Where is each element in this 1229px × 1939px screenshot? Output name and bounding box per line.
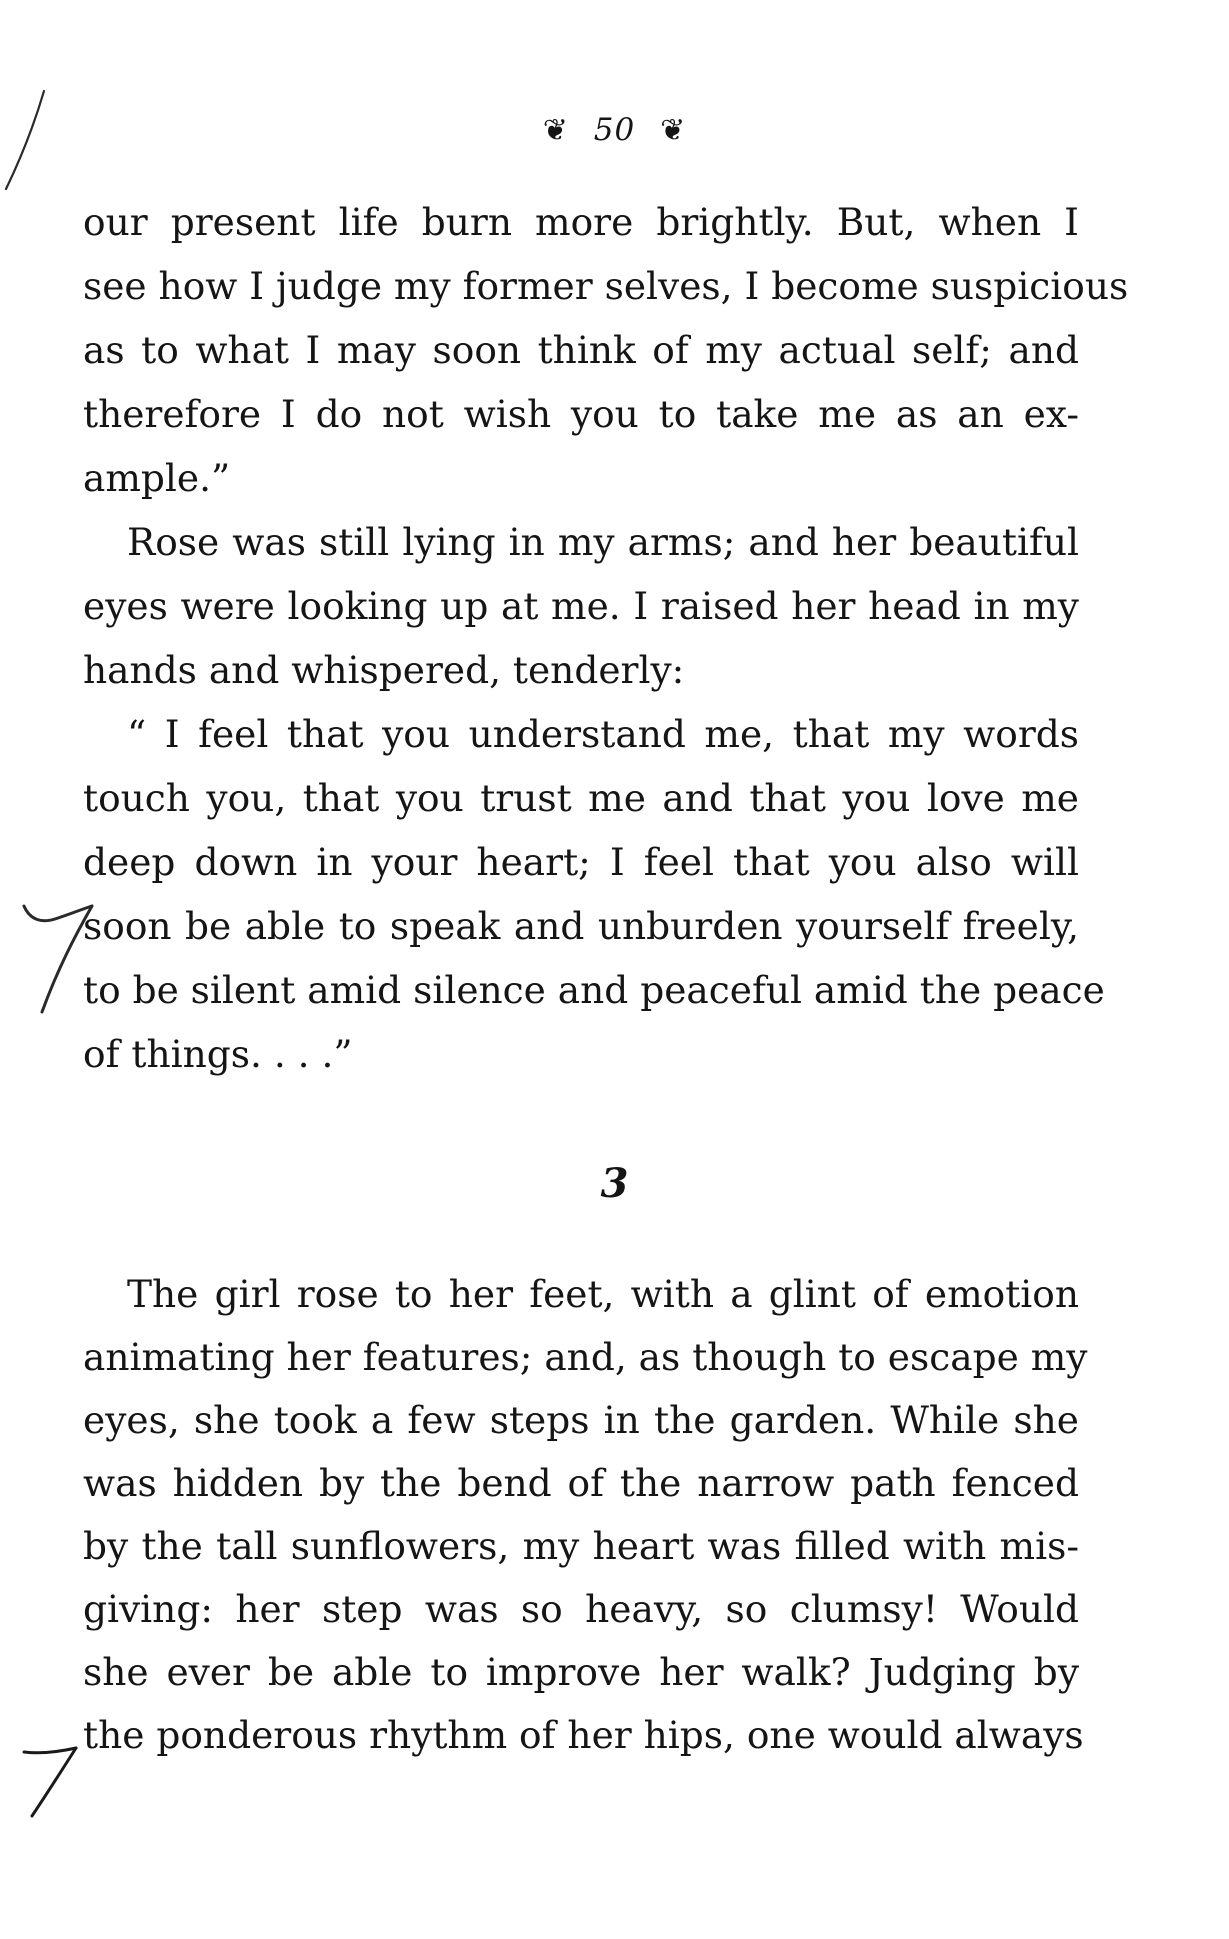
fleuron-left-icon: ❦ [542, 113, 569, 148]
text-line: animating her features; and, as though to escape my [83, 1335, 1088, 1379]
text-line: of things. . . .” [83, 1032, 353, 1076]
text-line: soon be able to speak and unburden yourself freely, [83, 904, 1079, 948]
text-line: our present life burn more brightly. But, when I [83, 200, 1079, 244]
text-line: touch you, that you trust me and that you love me [83, 776, 1079, 820]
section-number: 3 [600, 1160, 629, 1207]
text-line: “ I feel that you understand me, that my words [127, 712, 1079, 756]
text-line: ample.” [83, 456, 231, 500]
text-line: eyes were looking up at me. I raised her head in my [83, 584, 1079, 628]
text-line: therefore I do not wish you to take me as an ex- [83, 392, 1079, 436]
handwritten-seven-bottom [18, 1742, 88, 1822]
text-line: deep down in your heart; I feel that you also will [83, 840, 1079, 884]
text-line: by the tall sunflowers, my heart was filled with mis- [83, 1524, 1079, 1568]
text-line: eyes, she took a few steps in the garden. While she [83, 1398, 1079, 1442]
page-number: 50 [593, 112, 636, 148]
text-line: as to what I may soon think of my actual self; and [83, 328, 1079, 372]
text-line: see how I judge my former selves, I become suspicious [83, 264, 1129, 308]
text-line: to be silent amid silence and peaceful amid the peace [83, 968, 1105, 1012]
fleuron-right-icon: ❦ [660, 113, 687, 148]
running-head [0, 112, 1229, 148]
text-line: Rose was still lying in my arms; and her beautiful [127, 520, 1079, 564]
text-line: was hidden by the bend of the narrow path fenced [83, 1461, 1079, 1505]
text-line: The girl rose to her feet, with a glint of emotion [127, 1272, 1079, 1316]
text-line: hands and whispered, tenderly: [83, 648, 685, 692]
text-line: she ever be able to improve her walk? Judging by [83, 1650, 1079, 1694]
text-line: the ponderous rhythm of her hips, one would always [83, 1713, 1084, 1757]
text-line: giving: her step was so heavy, so clumsy! Would [83, 1587, 1079, 1631]
